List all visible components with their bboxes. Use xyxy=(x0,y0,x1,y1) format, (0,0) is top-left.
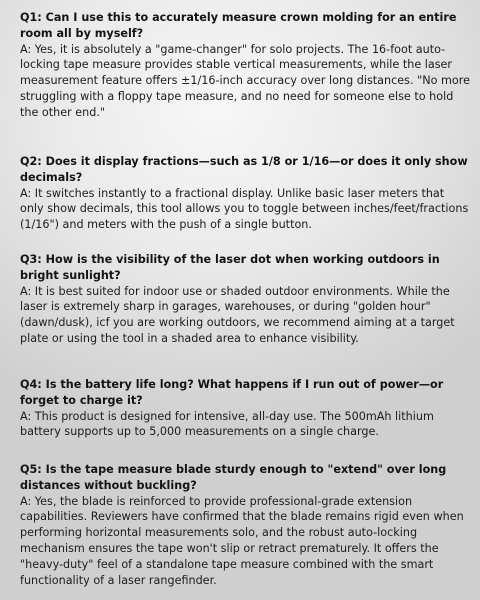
faq-question-1: Q1: Can I use this to accurately measure crown molding for an entire room all by myself? xyxy=(20,11,457,40)
faq-question-4: Q4: Is the battery life long? What happens if I run out of power—or forget to charge it? xyxy=(20,378,444,407)
faq-item-5 xyxy=(20,462,470,588)
faq-item-2 xyxy=(20,154,470,233)
faq-question-3: Q3: How is the visibility of the laser dot when working outdoors in bright sunlight? xyxy=(20,253,440,282)
faq-question-2: Q2: Does it display fractions—such as 1/8 or 1/16—or does it only show decimals? xyxy=(20,155,468,184)
faq-question-5: Q5: Is the tape measure blade sturdy enough to "extend" over long distances without buckling? xyxy=(20,463,447,492)
faq-item-4 xyxy=(20,377,470,440)
faq-answer-1: A: Yes, it is absolutely a "game-changer" for solo projects. The 16-foot auto-locking tape measure provides stable vertical measurements, while the laser measurement feature offers ±1/16-inch accuracy over long distances. "No more struggling with a floppy tape measure, and no need for someone else to hold the other end." xyxy=(20,42,470,119)
faq-item-1 xyxy=(20,10,470,121)
faq-item-3 xyxy=(20,252,470,347)
faq-answer-4: A: This product is designed for intensive, all-day use. The 500mAh lithium battery supports up to 5,000 measurements on a single charge. xyxy=(20,409,434,439)
faq-answer-2: A: It switches instantly to a fractional display. Unlike basic laser meters that only show decimals, this tool allows you to toggle between inches/feet/fractions (1/16") and meters with the push of a single button. xyxy=(20,186,469,232)
faq-answer-3: A: It is best suited for indoor use or shaded outdoor environments. While the laser is extremely sharp in garages, warehouses, or during "golden hour" (dawn/dusk), icf you are working outdoors, we recommend aiming at a target plate or using the tool in a shaded area to enhance visibility. xyxy=(20,284,455,345)
faq-answer-5: A: Yes, the blade is reinforced to provide professional-grade extension capabilities. Reviewers have confirmed that the blade remains rigid even when performing horizontal measurements solo, and the robust auto-locking mechanism ensures the tape won't slip or retract prematurely. It offers the "heavy-duty" feel of a standalone tape measure combined with the smart functionality of a laser rangefinder. xyxy=(20,494,464,587)
